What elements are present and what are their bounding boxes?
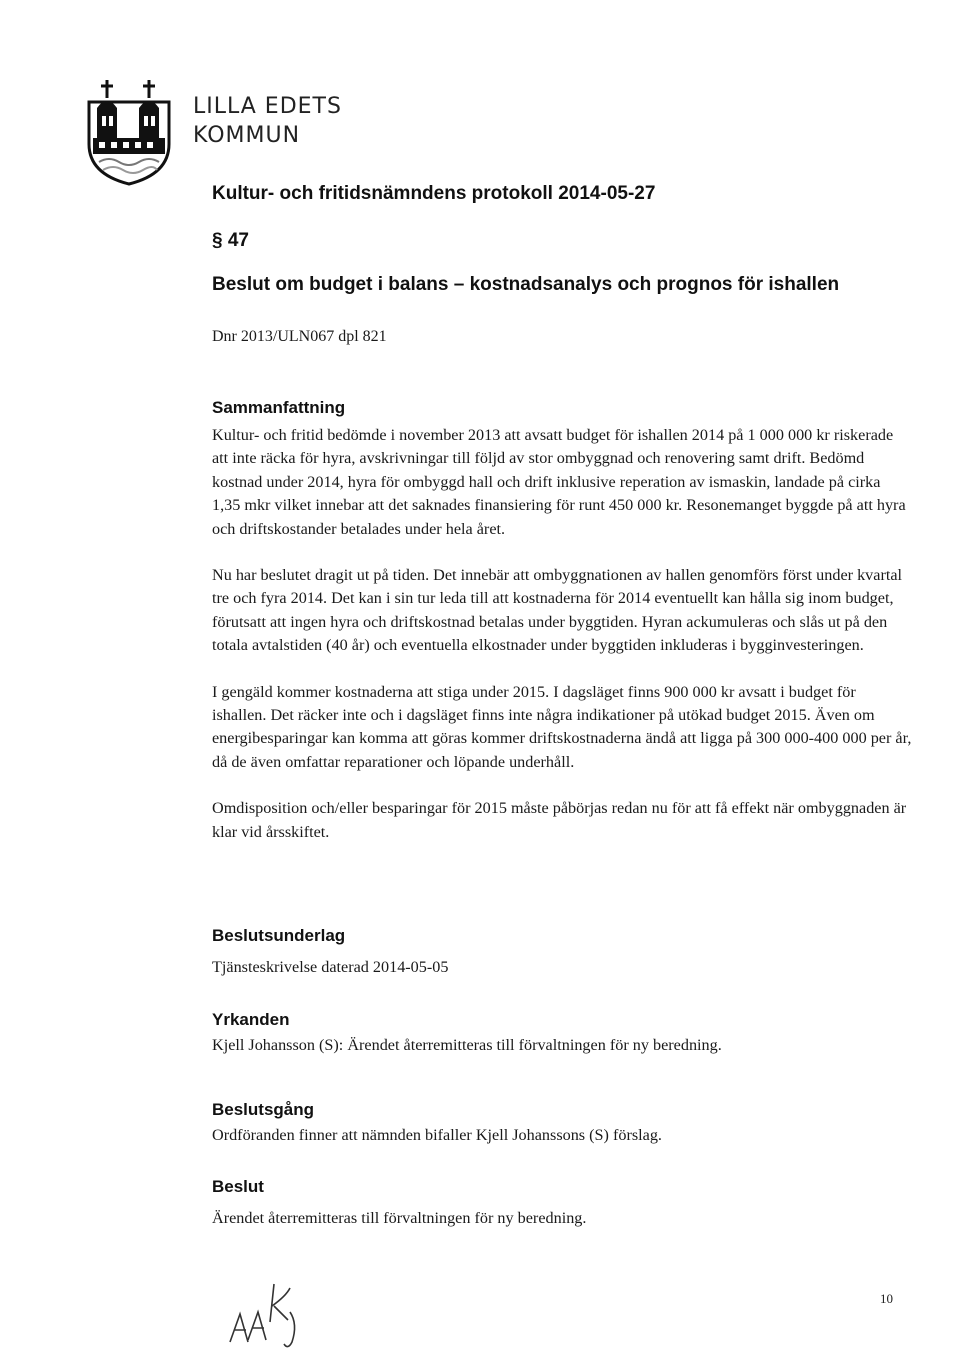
summary-paragraph-2: Nu har beslutet dragit ut på tiden. Det innebär att ombyggnationen av hallen genomförs först under kvartal tre och fyra 2014. Det kan i sin tur leda till att kostnaderna för 2014 eventuellt kan hålla sig inom budget, förutsatt att ingen hyra och driftskostnad betalas under byggtiden. Hyran ackumuleras och slås ut på den totala avtalstiden (40 år) och eventuella elkostnader under byggtiden inkluderas i bygginvesteringen.: [212, 566, 903, 655]
summary-heading: Sammanfattning: [212, 398, 346, 417]
motions-text: Kjell Johansson (S): Ärendet återremitteras till förvaltningen för ny beredning.: [212, 1036, 722, 1054]
basis-text: Tjänsteskrivelse daterad 2014-05-05: [212, 958, 449, 976]
page-number: 10: [880, 1291, 893, 1306]
summary-paragraph-1: Kultur- och fritid bedömde i november 2013 att avsatt budget för ishallen 2014 på 1 000 000 kr riskerade att inte räcka för hyra, avskrivningar till följd av stor ombyggnad och renovering samt drift. Bedömd kostnad under 2014, hyra för ombyggd hall och drift inklusive reperation av ismaskin, landade på cirka 1,35 mkr vilket innebar att det saknades finansiering för runt 450 000 kr. Resonemanget byggde på att hyra och driftskostander betalades under hela året.: [212, 426, 906, 538]
basis-section: [212, 926, 912, 979]
handwritten-initials-signature: [228, 1280, 348, 1350]
municipality-name: [193, 92, 342, 150]
motions-heading: Yrkanden: [212, 1010, 290, 1029]
protocol-title: Kultur- och fritidsnämndens protokoll 2014-05-27: [212, 183, 656, 204]
basis-heading: Beslutsunderlag: [212, 926, 346, 945]
case-title: Beslut om budget i balans – kostnadsanalys och prognos för ishallen: [212, 274, 840, 295]
motions-section: [212, 1010, 912, 1057]
decision-heading: Beslut: [212, 1177, 264, 1196]
procedure-section: [212, 1100, 912, 1147]
summary-paragraph-4: Omdisposition och/eller besparingar för 2015 måste påbörjas redan nu för att få effekt när ombyggnaden är klar vid årsskiftet.: [212, 799, 907, 841]
summary-section: [212, 398, 912, 844]
decision-section: [212, 1177, 912, 1230]
municipality-line-2: KOMMUN: [193, 123, 301, 148]
case-reference: Dnr 2013/ULN067 dpl 821: [212, 328, 387, 345]
paragraph-number: § 47: [212, 230, 249, 251]
procedure-text: Ordföranden finner att nämnden bifaller Kjell Johanssons (S) förslag.: [212, 1126, 662, 1144]
summary-paragraph-3: I gengäld kommer kostnaderna att stiga under 2015. I dagsläget finns 900 000 kr avsatt i budget för ishallen. Det räcker inte och i dagsläget finns inte några indikationer på utökad budget 2015. Även om energibesparingar kan komma att göras kommer driftskostnaderna ändå att ligga på 300 000-400 000 per år, då de även omfattar reparationer och löpande underhåll.: [212, 682, 912, 771]
coat-of-arms-logo: [83, 74, 175, 186]
municipality-line-1: LILLA EDETS: [193, 94, 342, 119]
procedure-heading: Beslutsgång: [212, 1100, 315, 1119]
decision-text: Ärendet återremitteras till förvaltningen för ny beredning.: [212, 1209, 587, 1227]
